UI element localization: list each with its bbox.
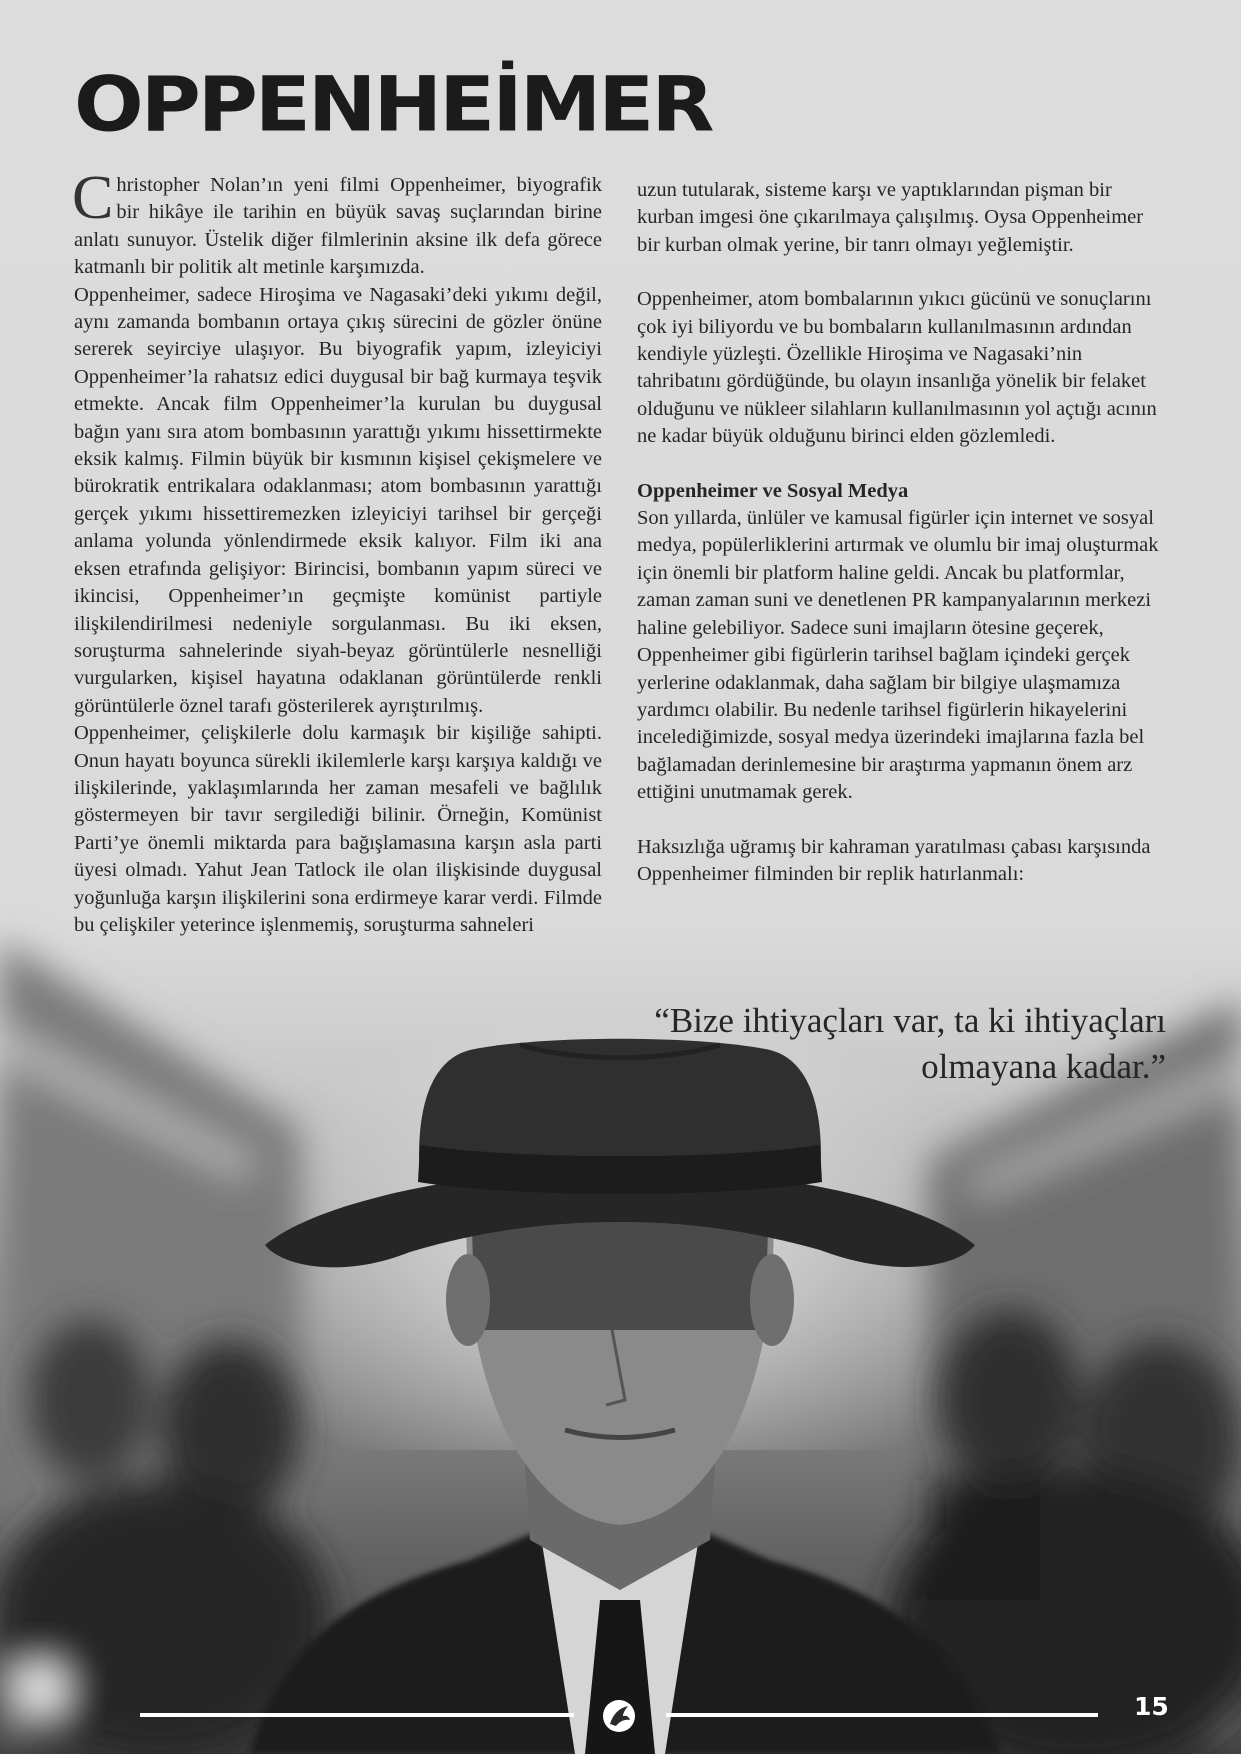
body-paragraph: Son yıllarda, ünlüler ve kamusal figürler için internet ve sosyal medya, popülerliklerini artırmak ve olumlu bir imaj oluşturmak için önemli bir platform haline geldi. Ancak bu platformlar, zaman zaman suni ve denetlenen PR kampanyalarının merkezi haline gelebiliyor. Sadece suni imajların ötesine geçerek, Oppenheimer gibi figürlerin tarihsel bağlam içindeki gerçek yerlerine odaklanmak, daha sağlam bir bilgiye ulaşmamıza yardımcı olabilir. Bu nedenle tarihsel figürlerin hikayelerini incelediğimizde, sosyal medya üzerindeki imajlarına fazla bel bağlamadan derinlemesine bir araştırma yapmanın önem arz ettiğini unutmamak gerek. [637,507,1159,804]
intro-text: hristopher Nolan’ın yeni filmi Oppenheimer, biyografik bir hikâye ile tarihin en büyük savaş suçlarından birine anlatı sunuyor. Üstelik diğer filmlerinin aksine ilk defa görece katmanlı bir politik alt metinle karşımızda. [74,174,602,279]
bird-logo-icon [601,1698,637,1734]
page-number: 15 [1134,1692,1169,1721]
intro-paragraph [72,164,602,282]
body-paragraph: Haksızlığa uğramış bir kahraman yaratılması çabası karşısında Oppenheimer filminden bir replik hatırlanmalı: [637,835,1151,885]
body-paragraph: Oppenheimer, atom bombalarının yıkıcı gücünü ve sonuçlarını çok iyi biliyordu ve bu bombaların kullanılmasının ardından kendiyle yüzleşti. Özellikle Hiroşima ve Nagasaki’nin tahribatını gördüğünde, bu olayın insanlığa yönelik bir felaket olduğunu ve nükleer silahların kullanılmasının yol açtığı acının ne kadar büyük olduğunu birinci elden gözlemledi. [637,288,1157,448]
drop-cap: C [72,164,114,232]
right-column [637,177,1169,888]
body-paragraph: uzun tutularak, sisteme karşı ve yaptıklarından pişman bir kurban imgesi öne çıkarılmaya çalışılmış. Oysa Oppenheimer bir kurban olmak yerine, bir tanrı olmayı yeğlemiştir. [637,179,1144,256]
footer-divider-left [140,1713,574,1717]
body-paragraph: Oppenheimer, çelişkilerle dolu karmaşık bir kişiliğe sahipti. Onun hayatı boyunca sürekli ikilemlerle karşı karşıya kaldığı ve ilişkilerinde, yaklaşımlarında her zaman mesafeli ve bağlılık göstermeyen bir tavır sergilediği bilinir. Örneğin, Komünist Parti’ye önemli miktarda para bağışlamasına karşın asla parti üyesi olmadı. Yahut Jean Tatlock ile olan ilişkisinde duygusal yoğunluğa karşın ilişkilerini sona erdirmeye karar verdi. Filmde bu çelişkiler yeterince işlenmemiş, soruşturma sahneleri [74,722,602,936]
section-subheading: Oppenheimer ve Sosyal Medya [637,479,909,502]
body-paragraph: Oppenheimer, sadece Hiroşima ve Nagasaki’deki yıkımı değil, aynı zamanda bombanın ortaya çıkış sürecini de gözler önüne sererek seyirciye ulaşıyor. Bu biyografik yapım, izleyiciyi Oppenheimer’la rahatsız edici duygusal bir bağ kurmaya teşvik etmekte. Ancak film Oppenheimer’la kurulan bu duygusal bağın yanı sıra atom bombasının yarattığı yıkımı hissettirmekte eksik kalmış. Filmin büyük bir kısmının kişisel çekişmelere ve bürokratik entrikalara odaklanması; atom bombasının yarattığı gerçek yıkımı hissettiremezken izleyiciyi tarihsel bir gerçeği anlama yolunda yönlendirmede eksik kalıyor. Film iki ana eksen etrafında gelişiyor: Birincisi, bombanın yapım süreci ve ikincisi, Oppenheimer’ın geçmişte komünist partiyle ilişkilendirilmesi nedeniyle sorgulanması. Bu iki eksen, soruşturma sahnelerinde siyah-beyaz görüntülerle nesnelliği vurgularken, kişisel hayatına odaklanan görüntülerde renkli görüntülerle öznel tarafı gösterilerek ayrıştırılmış. [74,283,602,717]
left-column [72,164,602,939]
article-title: OPPENHEİMER [74,61,712,149]
footer-divider-right [666,1713,1098,1717]
pull-quote: “Bize ihtiyaçları var, ta ki ihtiyaçları olmayana kadar.” [654,1001,1166,1086]
